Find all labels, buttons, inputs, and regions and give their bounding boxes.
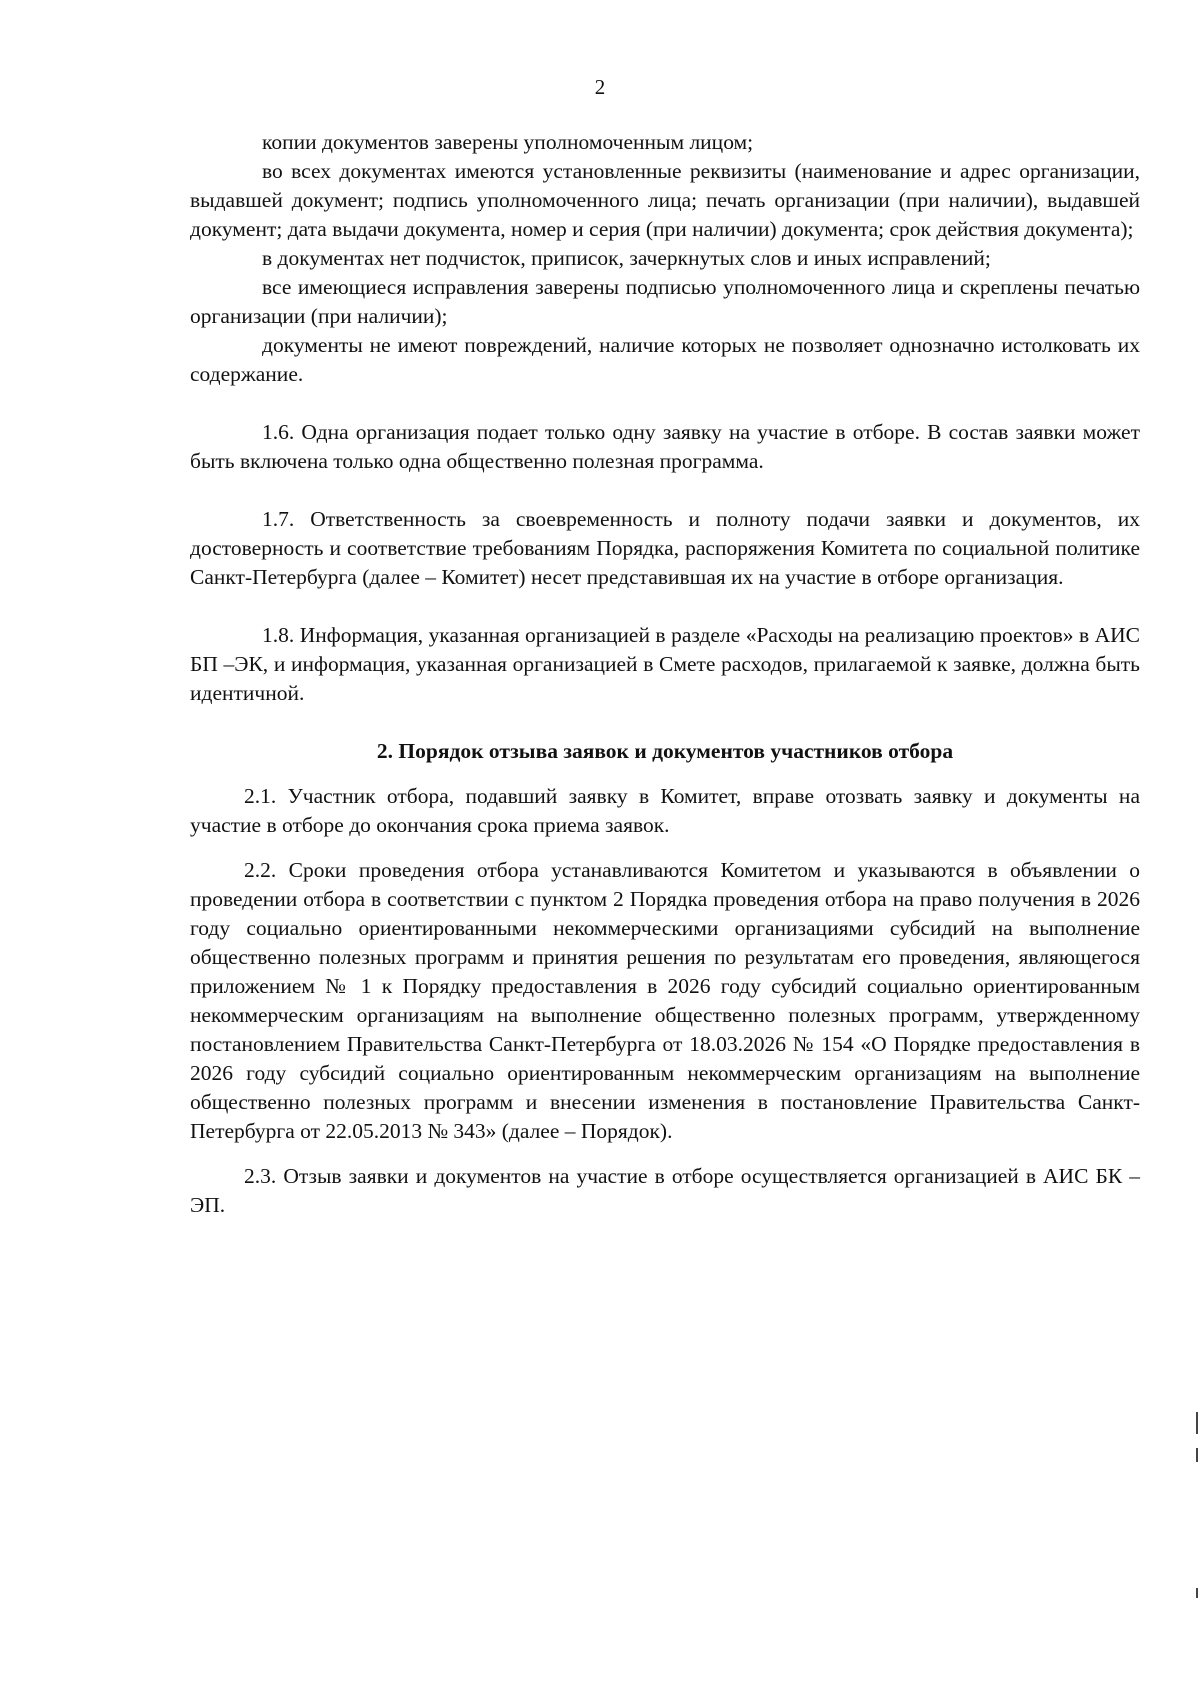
paragraph-1-6: 1.6. Одна организация подает только одну заявку на участие в отборе. В состав заявки может быть включена только одна общественно полезная программа. <box>190 420 1140 473</box>
scan-edge-mark <box>1196 1448 1198 1462</box>
paragraph-2-3: 2.3. Отзыв заявки и документов на участие в отборе осуществляется организацией в АИС БК – ЭП. <box>190 1164 1140 1217</box>
section-2-heading: 2. Порядок отзыва заявок и документов участников отбора <box>376 739 954 763</box>
list-item: во всех документах имеются установленные реквизиты (наименование и адрес организации, выдавшей документ; подпись уполномоченного лица; печать организации (при наличии), выдавшей документ; дата выдачи документа, номер и серия (при наличии) документа; срок действия документа); <box>190 159 1140 241</box>
list-item: документы не имеют повреждений, наличие которых не позволяет однозначно истолковать их содержание. <box>190 333 1140 386</box>
paragraph-1-8: 1.8. Информация, указанная организацией в разделе «Расходы на реализацию проектов» в АИС БП –ЭК, и информация, указанная организацией в Смете расходов, прилагаемой к заявке, должна быть идентичной. <box>190 623 1140 705</box>
document-body <box>190 128 1140 1220</box>
paragraph-1-7: 1.7. Ответственность за своевременность и полноту подачи заявки и документов, их достоверность и соответствие требованиям Порядка, распоряжения Комитета по социальной политике Санкт-Петербурга (далее – Комитет) несет представившая их на участие в отборе организация. <box>190 507 1140 589</box>
paragraph-2-2: 2.2. Сроки проведения отбора устанавливаются Комитетом и указываются в объявлении о проведении отбора в соответствии с пунктом 2 Порядка проведения отбора на право получения в 2026 году социально ориентированными некоммерческими организациями субсидий на выполнение общественно полезных программ и принятия решения по результатам его проведения, являющегося приложением № 1 к Порядку предоставления в 2026 году субсидий социально ориентированным некоммерческим организациям на выполнение общественно полезных программ, утвержденному постановлением Правительства Санкт-Петербурга от 18.03.2026 № 154 «О Порядке предоставления в 2026 году субсидий социально ориентированным некоммерческим организациям на выполнение общественно полезных программ и внесении изменения в постановление Правительства Санкт-Петербурга от 22.05.2013 № 343» (далее – Порядок). <box>190 858 1140 1143</box>
list-item: все имеющиеся исправления заверены подписью уполномоченного лица и скреплены печатью организации (при наличии); <box>190 275 1140 328</box>
scan-edge-mark <box>1196 1412 1198 1434</box>
scan-edge-mark <box>1196 1588 1198 1598</box>
list-item: копии документов заверены уполномоченным лицом; <box>262 130 754 154</box>
page-number: 2 <box>594 75 606 99</box>
list-item: в документах нет подчисток, приписок, зачеркнутых слов и иных исправлений; <box>262 246 991 270</box>
paragraph-2-1: 2.1. Участник отбора, подавший заявку в Комитет, вправе отозвать заявку и документы на участие в отборе до окончания срока приема заявок. <box>190 784 1140 837</box>
